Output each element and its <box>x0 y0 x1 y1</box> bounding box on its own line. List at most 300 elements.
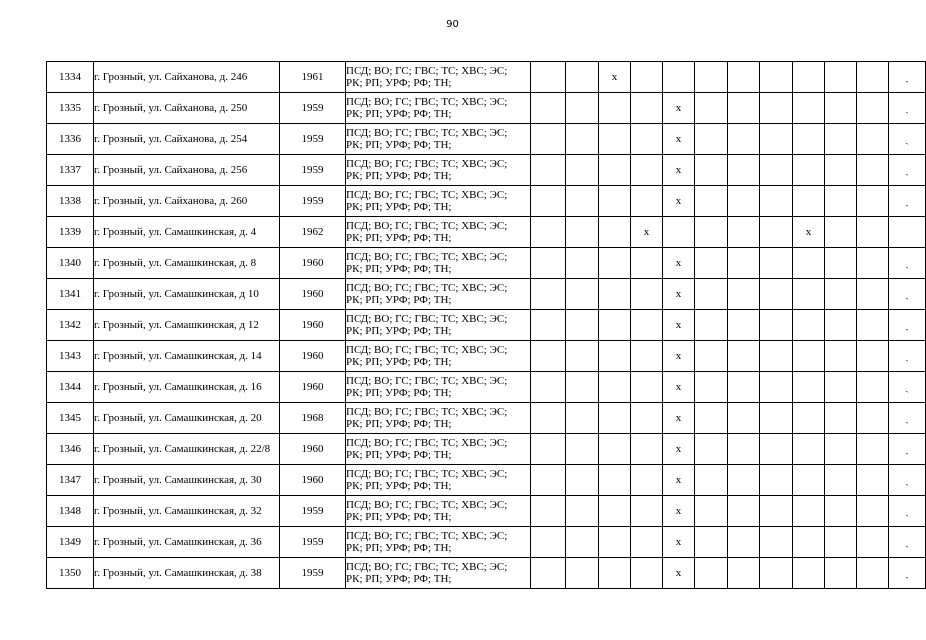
address-cell: г. Грозный, ул. Сайханова, д. 246 <box>94 62 280 93</box>
mark-cell <box>531 496 566 527</box>
final-mark-cell: ˎ <box>889 310 926 341</box>
systems-line-2: РК; РП; УРФ; РФ; ТН; <box>346 356 452 368</box>
mark-cell <box>825 186 857 217</box>
year-built-cell: 1968 <box>280 403 346 434</box>
year-built-cell: 1960 <box>280 341 346 372</box>
page-number: 90 <box>446 19 459 30</box>
address-cell: г. Грозный, ул. Самашкинская, д 10 <box>94 279 280 310</box>
systems-line-2: РК; РП; УРФ; РФ; ТН; <box>346 139 452 151</box>
mark-cell <box>857 434 889 465</box>
table-row <box>47 496 926 527</box>
mark-cell <box>531 93 566 124</box>
mark-cell: x <box>663 465 695 496</box>
mark-cell <box>760 341 793 372</box>
year-built-cell: 1959 <box>280 124 346 155</box>
address-cell: г. Грозный, ул. Самашкинская, д. 32 <box>94 496 280 527</box>
final-mark-cell: ˎ <box>889 558 926 589</box>
mark-cell <box>760 186 793 217</box>
mark-cell <box>857 341 889 372</box>
systems-line-2: РК; РП; УРФ; РФ; ТН; <box>346 263 452 275</box>
systems-line-1: ПСД; ВО; ГС; ГВС; ТС; ХВС; ЭС; <box>346 313 508 325</box>
table-row <box>47 465 926 496</box>
mark-cell <box>531 434 566 465</box>
final-mark-cell: ˎ <box>889 372 926 403</box>
final-mark-cell: ˎ <box>889 496 926 527</box>
mark-cell: x <box>631 217 663 248</box>
mark-cell <box>631 279 663 310</box>
row-number-cell: 1345 <box>47 403 94 434</box>
mark-cell: x <box>663 496 695 527</box>
mark-cell <box>825 62 857 93</box>
mark-cell <box>760 217 793 248</box>
mark-cell <box>728 186 760 217</box>
mark-cell <box>566 155 599 186</box>
mark-cell <box>531 279 566 310</box>
table-row <box>47 155 926 186</box>
mark-cell <box>728 527 760 558</box>
mark-cell <box>793 558 825 589</box>
systems-line-2: РК; РП; УРФ; РФ; ТН; <box>346 201 452 213</box>
mark-cell <box>566 217 599 248</box>
mark-cell <box>857 403 889 434</box>
mark-cell <box>825 527 857 558</box>
mark-cell <box>793 124 825 155</box>
final-mark-cell: ˎ <box>889 124 926 155</box>
table-row <box>47 558 926 589</box>
row-number-cell: 1349 <box>47 527 94 558</box>
year-built-cell: 1960 <box>280 248 346 279</box>
row-number-cell: 1335 <box>47 93 94 124</box>
mark-cell <box>531 217 566 248</box>
mark-cell <box>695 62 728 93</box>
mark-cell <box>728 558 760 589</box>
mark-cell <box>857 465 889 496</box>
mark-cell <box>857 62 889 93</box>
mark-cell <box>793 465 825 496</box>
mark-cell <box>760 372 793 403</box>
address-cell: г. Грозный, ул. Сайханова, д. 250 <box>94 93 280 124</box>
mark-cell <box>857 93 889 124</box>
mark-cell <box>760 496 793 527</box>
final-mark-cell: ˎ <box>889 279 926 310</box>
mark-cell <box>631 62 663 93</box>
mark-cell <box>857 217 889 248</box>
systems-line-2: РК; РП; УРФ; РФ; ТН; <box>346 542 452 554</box>
mark-cell <box>531 155 566 186</box>
mark-cell <box>566 403 599 434</box>
mark-cell <box>695 465 728 496</box>
systems-cell <box>346 496 531 527</box>
mark-cell <box>531 186 566 217</box>
mark-cell: x <box>663 310 695 341</box>
systems-line-1: ПСД; ВО; ГС; ГВС; ТС; ХВС; ЭС; <box>346 468 508 480</box>
mark-cell <box>599 217 631 248</box>
systems-line-2: РК; РП; УРФ; РФ; ТН; <box>346 294 452 306</box>
mark-cell <box>793 496 825 527</box>
table-row <box>47 434 926 465</box>
final-mark-cell: ˎ <box>889 434 926 465</box>
year-built-cell: 1959 <box>280 186 346 217</box>
mark-cell <box>631 372 663 403</box>
mark-cell <box>825 155 857 186</box>
table-row <box>47 341 926 372</box>
mark-cell <box>599 465 631 496</box>
final-mark-cell <box>889 217 926 248</box>
mark-cell <box>857 310 889 341</box>
mark-cell <box>599 527 631 558</box>
table-row <box>47 62 926 93</box>
mark-cell <box>695 310 728 341</box>
mark-cell <box>531 341 566 372</box>
systems-cell <box>346 341 531 372</box>
final-mark-cell: ˎ <box>889 465 926 496</box>
mark-cell: x <box>599 62 631 93</box>
mark-cell <box>531 558 566 589</box>
table-row <box>47 124 926 155</box>
systems-line-2: РК; РП; УРФ; РФ; ТН; <box>346 511 452 523</box>
mark-cell <box>531 465 566 496</box>
mark-cell <box>599 341 631 372</box>
address-cell: г. Грозный, ул. Самашкинская, д. 30 <box>94 465 280 496</box>
systems-line-1: ПСД; ВО; ГС; ГВС; ТС; ХВС; ЭС; <box>346 220 508 232</box>
mark-cell <box>760 558 793 589</box>
mark-cell <box>695 372 728 403</box>
mark-cell <box>531 372 566 403</box>
mark-cell <box>695 434 728 465</box>
mark-cell <box>566 434 599 465</box>
systems-cell <box>346 62 531 93</box>
mark-cell <box>793 279 825 310</box>
mark-cell <box>728 310 760 341</box>
mark-cell <box>631 124 663 155</box>
systems-cell <box>346 403 531 434</box>
mark-cell: x <box>663 248 695 279</box>
row-number-cell: 1346 <box>47 434 94 465</box>
mark-cell <box>531 403 566 434</box>
mark-cell <box>566 279 599 310</box>
row-number-cell: 1341 <box>47 279 94 310</box>
table-row <box>47 527 926 558</box>
mark-cell <box>760 248 793 279</box>
systems-line-1: ПСД; ВО; ГС; ГВС; ТС; ХВС; ЭС; <box>346 561 508 573</box>
mark-cell <box>728 465 760 496</box>
year-built-cell: 1959 <box>280 558 346 589</box>
year-built-cell: 1962 <box>280 217 346 248</box>
mark-cell <box>857 279 889 310</box>
address-cell: г. Грозный, ул. Самашкинская, д. 22/8 <box>94 434 280 465</box>
row-number-cell: 1336 <box>47 124 94 155</box>
mark-cell <box>566 310 599 341</box>
mark-cell <box>631 186 663 217</box>
mark-cell <box>566 496 599 527</box>
table-row <box>47 186 926 217</box>
systems-line-1: ПСД; ВО; ГС; ГВС; ТС; ХВС; ЭС; <box>346 251 508 263</box>
systems-cell <box>346 93 531 124</box>
mark-cell <box>728 434 760 465</box>
mark-cell <box>793 434 825 465</box>
mark-cell <box>631 310 663 341</box>
mark-cell <box>760 465 793 496</box>
systems-line-2: РК; РП; УРФ; РФ; ТН; <box>346 232 452 244</box>
systems-line-1: ПСД; ВО; ГС; ГВС; ТС; ХВС; ЭС; <box>346 189 508 201</box>
systems-line-2: РК; РП; УРФ; РФ; ТН; <box>346 387 452 399</box>
systems-cell <box>346 372 531 403</box>
mark-cell: x <box>663 93 695 124</box>
systems-line-1: ПСД; ВО; ГС; ГВС; ТС; ХВС; ЭС; <box>346 406 508 418</box>
address-cell: г. Грозный, ул. Самашкинская, д. 36 <box>94 527 280 558</box>
row-number-cell: 1344 <box>47 372 94 403</box>
mark-cell <box>793 93 825 124</box>
table-row <box>47 310 926 341</box>
final-mark-cell: ˎ <box>889 93 926 124</box>
mark-cell: x <box>663 279 695 310</box>
systems-cell <box>346 248 531 279</box>
mark-cell <box>599 124 631 155</box>
mark-cell <box>695 403 728 434</box>
year-built-cell: 1960 <box>280 372 346 403</box>
mark-cell: x <box>663 155 695 186</box>
mark-cell <box>531 310 566 341</box>
table-row <box>47 217 926 248</box>
mark-cell <box>857 527 889 558</box>
mark-cell <box>825 496 857 527</box>
mark-cell <box>599 434 631 465</box>
mark-cell <box>760 403 793 434</box>
systems-line-1: ПСД; ВО; ГС; ГВС; ТС; ХВС; ЭС; <box>346 530 508 542</box>
final-mark-cell: ˎ <box>889 248 926 279</box>
mark-cell <box>631 496 663 527</box>
mark-cell <box>631 155 663 186</box>
year-built-cell: 1959 <box>280 496 346 527</box>
systems-cell <box>346 527 531 558</box>
mark-cell <box>566 372 599 403</box>
mark-cell <box>825 248 857 279</box>
mark-cell <box>793 186 825 217</box>
mark-cell <box>695 217 728 248</box>
mark-cell: x <box>663 434 695 465</box>
mark-cell <box>631 248 663 279</box>
mark-cell <box>760 124 793 155</box>
row-number-cell: 1348 <box>47 496 94 527</box>
mark-cell <box>599 93 631 124</box>
systems-line-2: РК; РП; УРФ; РФ; ТН; <box>346 170 452 182</box>
mark-cell <box>695 124 728 155</box>
mark-cell <box>695 186 728 217</box>
row-number-cell: 1347 <box>47 465 94 496</box>
row-number-cell: 1339 <box>47 217 94 248</box>
housing-registry-table <box>46 61 926 589</box>
final-mark-cell: ˎ <box>889 341 926 372</box>
mark-cell <box>760 155 793 186</box>
mark-cell <box>728 124 760 155</box>
address-cell: г. Грозный, ул. Самашкинская, д. 20 <box>94 403 280 434</box>
address-cell: г. Грозный, ул. Самашкинская, д. 8 <box>94 248 280 279</box>
mark-cell <box>531 248 566 279</box>
mark-cell: x <box>663 527 695 558</box>
systems-cell <box>346 310 531 341</box>
mark-cell <box>631 341 663 372</box>
mark-cell <box>857 124 889 155</box>
address-cell: г. Грозный, ул. Самашкинская, д. 14 <box>94 341 280 372</box>
mark-cell <box>663 62 695 93</box>
systems-line-2: РК; РП; УРФ; РФ; ТН; <box>346 449 452 461</box>
mark-cell <box>728 62 760 93</box>
address-cell: г. Грозный, ул. Сайханова, д. 256 <box>94 155 280 186</box>
table-row <box>47 403 926 434</box>
mark-cell <box>695 279 728 310</box>
systems-line-2: РК; РП; УРФ; РФ; ТН; <box>346 108 452 120</box>
mark-cell <box>695 341 728 372</box>
systems-cell <box>346 217 531 248</box>
systems-line-1: ПСД; ВО; ГС; ГВС; ТС; ХВС; ЭС; <box>346 65 508 77</box>
mark-cell <box>631 527 663 558</box>
address-cell: г. Грозный, ул. Сайханова, д. 260 <box>94 186 280 217</box>
mark-cell <box>760 527 793 558</box>
mark-cell <box>728 248 760 279</box>
year-built-cell: 1959 <box>280 527 346 558</box>
mark-cell <box>531 62 566 93</box>
mark-cell <box>825 279 857 310</box>
mark-cell <box>857 155 889 186</box>
row-number-cell: 1337 <box>47 155 94 186</box>
mark-cell <box>793 341 825 372</box>
systems-line-1: ПСД; ВО; ГС; ГВС; ТС; ХВС; ЭС; <box>346 158 508 170</box>
mark-cell <box>695 93 728 124</box>
mark-cell: x <box>793 217 825 248</box>
address-cell: г. Грозный, ул. Самашкинская, д. 38 <box>94 558 280 589</box>
mark-cell <box>825 372 857 403</box>
final-mark-cell: ˎ <box>889 186 926 217</box>
mark-cell <box>599 186 631 217</box>
mark-cell <box>599 558 631 589</box>
mark-cell <box>599 403 631 434</box>
systems-line-2: РК; РП; УРФ; РФ; ТН; <box>346 573 452 585</box>
mark-cell <box>566 465 599 496</box>
mark-cell: x <box>663 186 695 217</box>
systems-line-2: РК; РП; УРФ; РФ; ТН; <box>346 77 452 89</box>
year-built-cell: 1960 <box>280 310 346 341</box>
table-row <box>47 279 926 310</box>
mark-cell <box>825 217 857 248</box>
row-number-cell: 1338 <box>47 186 94 217</box>
systems-line-1: ПСД; ВО; ГС; ГВС; ТС; ХВС; ЭС; <box>346 437 508 449</box>
mark-cell: x <box>663 124 695 155</box>
systems-line-2: РК; РП; УРФ; РФ; ТН; <box>346 325 452 337</box>
mark-cell <box>663 217 695 248</box>
mark-cell <box>531 124 566 155</box>
mark-cell <box>728 217 760 248</box>
table-row <box>47 372 926 403</box>
mark-cell <box>695 527 728 558</box>
mark-cell: x <box>663 403 695 434</box>
systems-line-1: ПСД; ВО; ГС; ГВС; ТС; ХВС; ЭС; <box>346 282 508 294</box>
mark-cell <box>825 124 857 155</box>
mark-cell <box>857 186 889 217</box>
systems-line-2: РК; РП; УРФ; РФ; ТН; <box>346 418 452 430</box>
systems-cell <box>346 124 531 155</box>
mark-cell <box>825 310 857 341</box>
mark-cell <box>566 62 599 93</box>
year-built-cell: 1960 <box>280 279 346 310</box>
mark-cell <box>728 155 760 186</box>
mark-cell <box>857 372 889 403</box>
mark-cell <box>566 248 599 279</box>
address-cell: г. Грозный, ул. Самашкинская, д. 16 <box>94 372 280 403</box>
mark-cell <box>793 248 825 279</box>
systems-line-1: ПСД; ВО; ГС; ГВС; ТС; ХВС; ЭС; <box>346 127 508 139</box>
mark-cell <box>599 248 631 279</box>
mark-cell <box>566 93 599 124</box>
mark-cell <box>599 496 631 527</box>
year-built-cell: 1960 <box>280 434 346 465</box>
row-number-cell: 1340 <box>47 248 94 279</box>
mark-cell: x <box>663 558 695 589</box>
mark-cell <box>566 527 599 558</box>
systems-line-2: РК; РП; УРФ; РФ; ТН; <box>346 480 452 492</box>
mark-cell <box>566 124 599 155</box>
mark-cell <box>728 279 760 310</box>
mark-cell <box>566 558 599 589</box>
mark-cell <box>793 527 825 558</box>
year-built-cell: 1959 <box>280 155 346 186</box>
systems-cell <box>346 279 531 310</box>
mark-cell <box>695 496 728 527</box>
mark-cell <box>825 558 857 589</box>
mark-cell <box>793 62 825 93</box>
mark-cell <box>728 496 760 527</box>
mark-cell <box>825 341 857 372</box>
mark-cell <box>695 558 728 589</box>
mark-cell <box>857 248 889 279</box>
mark-cell <box>631 465 663 496</box>
systems-line-1: ПСД; ВО; ГС; ГВС; ТС; ХВС; ЭС; <box>346 344 508 356</box>
table-row <box>47 248 926 279</box>
mark-cell <box>599 155 631 186</box>
final-mark-cell: ˎ <box>889 62 926 93</box>
row-number-cell: 1334 <box>47 62 94 93</box>
mark-cell <box>631 558 663 589</box>
systems-cell <box>346 558 531 589</box>
mark-cell: x <box>663 341 695 372</box>
mark-cell <box>531 527 566 558</box>
systems-cell <box>346 434 531 465</box>
mark-cell <box>793 403 825 434</box>
mark-cell <box>728 341 760 372</box>
mark-cell <box>566 186 599 217</box>
mark-cell <box>825 93 857 124</box>
final-mark-cell: ˎ <box>889 527 926 558</box>
row-number-cell: 1342 <box>47 310 94 341</box>
systems-line-1: ПСД; ВО; ГС; ГВС; ТС; ХВС; ЭС; <box>346 96 508 108</box>
final-mark-cell: ˎ <box>889 155 926 186</box>
mark-cell <box>825 434 857 465</box>
systems-line-1: ПСД; ВО; ГС; ГВС; ТС; ХВС; ЭС; <box>346 375 508 387</box>
mark-cell <box>793 310 825 341</box>
systems-line-1: ПСД; ВО; ГС; ГВС; ТС; ХВС; ЭС; <box>346 499 508 511</box>
mark-cell <box>599 372 631 403</box>
mark-cell <box>728 93 760 124</box>
systems-cell <box>346 155 531 186</box>
mark-cell <box>728 372 760 403</box>
mark-cell <box>631 93 663 124</box>
mark-cell <box>631 403 663 434</box>
mark-cell <box>695 155 728 186</box>
mark-cell <box>825 403 857 434</box>
address-cell: г. Грозный, ул. Сайханова, д. 254 <box>94 124 280 155</box>
mark-cell <box>566 341 599 372</box>
year-built-cell: 1960 <box>280 465 346 496</box>
mark-cell <box>599 279 631 310</box>
